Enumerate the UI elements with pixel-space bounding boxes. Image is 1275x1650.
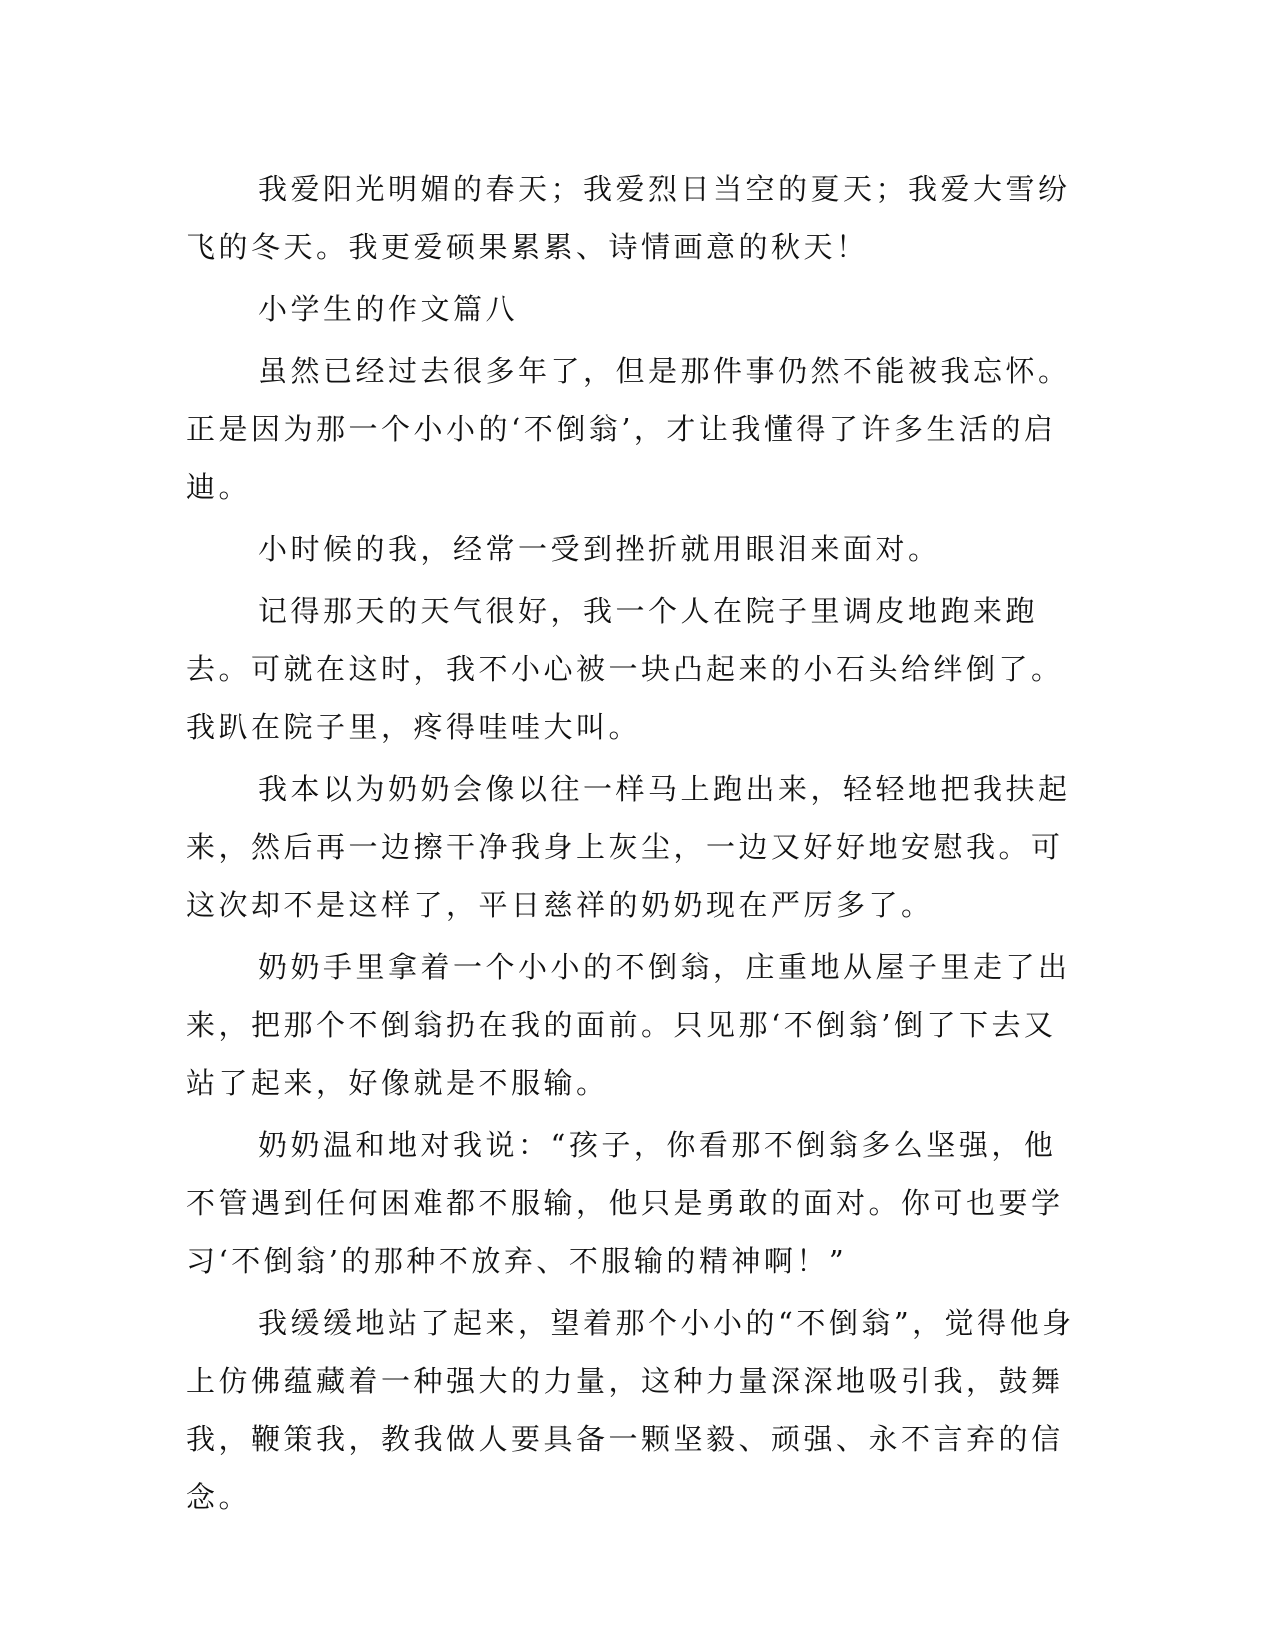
section-heading: 小学生的作文篇八 — [258, 292, 519, 326]
document-body — [186, 160, 1086, 1530]
paragraph-childhood: 小时候的我，经常一受到挫折就用眼泪来面对。 — [258, 532, 941, 566]
paragraph-conclusion: 我缓缓地站了起来，望着那个小小的“不倒翁”，觉得他身上仿佛蕴藏着一种强大的力量，这种力量深深地吸引我，鼓舞我，鞭策我，教我做人要具备一颗坚毅、顽强、永不言弃的信念。 — [186, 1306, 1075, 1514]
paragraph-tumbler: 奶奶手里拿着一个小小的不倒翁，庄重地从屋子里走了出来，把那个不倒翁扔在我的面前。只见那‘不倒翁’倒了下去又站了起来，好像就是不服输。 — [186, 950, 1071, 1100]
paragraph-intro: 虽然已经过去很多年了，但是那件事仍然不能被我忘怀。正是因为那一个小小的‘不倒翁’，才让我懂得了许多生活的启迪。 — [186, 354, 1071, 504]
paragraph-autumn: 我爱阳光明媚的春天；我爱烈日当空的夏天；我爱大雪纷飞的冬天。我更爱硕果累累、诗情画意的秋天！ — [186, 172, 1071, 264]
paragraph-expectation: 我本以为奶奶会像以往一样马上跑出来，轻轻地把我扶起来，然后再一边擦干净我身上灰尘，一边又好好地安慰我。可这次却不是这样了，平日慈祥的奶奶现在严厉多了。 — [186, 772, 1071, 922]
paragraph-fall: 记得那天的天气很好，我一个人在院子里调皮地跑来跑去。可就在这时，我不小心被一块凸起来的小石头给绊倒了。我趴在院子里，疼得哇哇大叫。 — [186, 594, 1064, 744]
paragraph-grandma-words: 奶奶温和地对我说：“孩子，你看那不倒翁多么坚强，他不管遇到任何困难都不服输，他只是勇敢的面对。你可也要学习‘不倒翁’的那种不放弃、不服输的精神啊！” — [186, 1128, 1064, 1278]
